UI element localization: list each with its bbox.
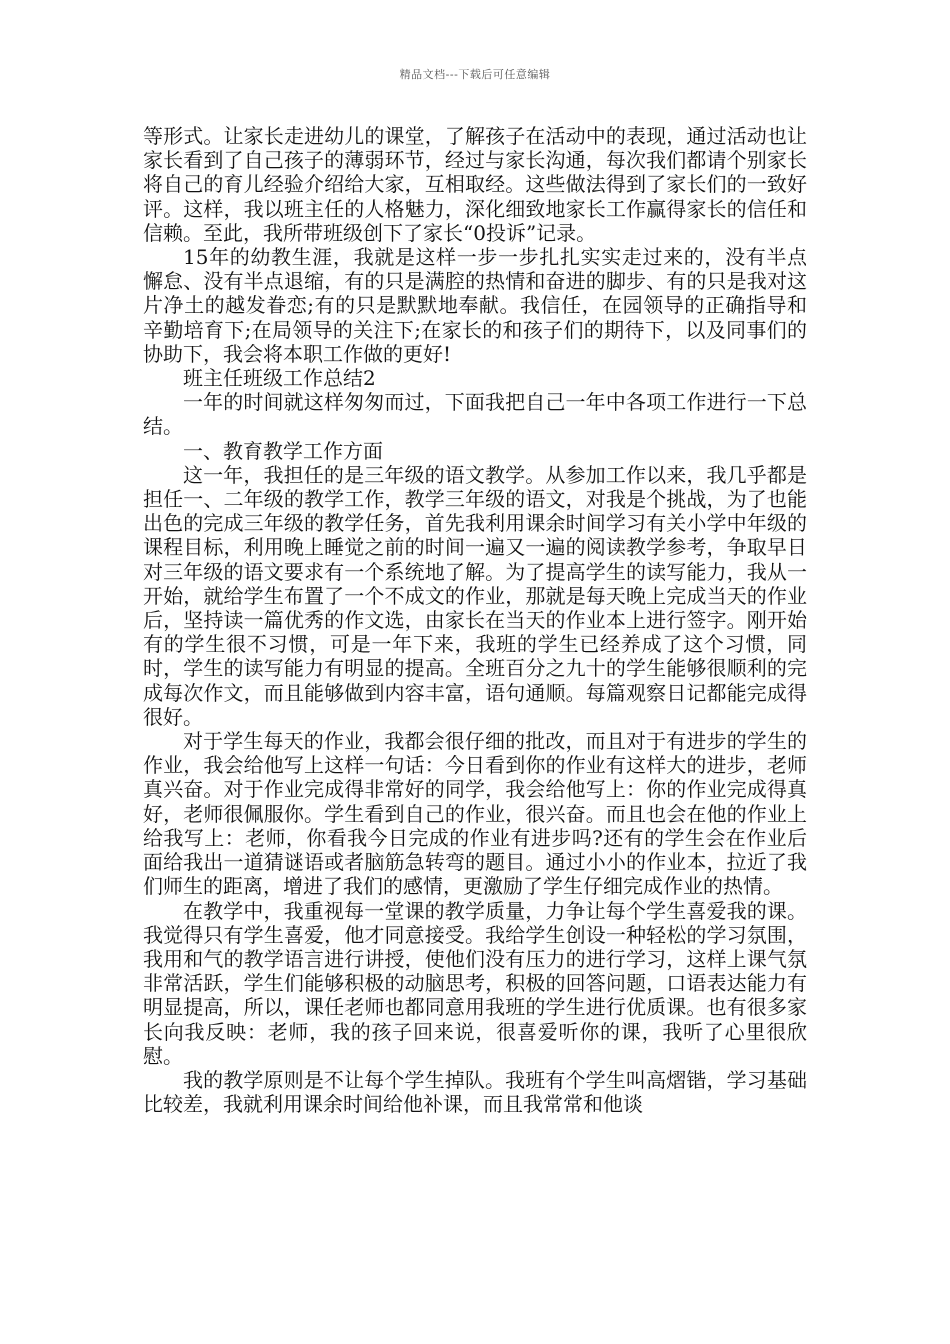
paragraph: 对于学生每天的作业，我都会很仔细的批改，而且对于有进步的学生的作业，我会给他写上这样一句话：今日看到你的作业有这样大的进步，老师真兴奋。对于作业完成得非常好的同学，我会给他写上：你的作业完成得真好，老师很佩服你。学生看到自己的作业，很兴奋。而且也会在他的作业上给我写上：老师，你看我今日完成的作业有进步吗?还有的学生会在作业后面给我出一道猜谜语或者脑筋急转弯的题目。通过小小的作业本，拉近了我们师生的距离，增进了我们的感情，更激励了学生仔细完成作业的热情。 [143,729,807,899]
page-header: 精品文档---下载后可任意编辑 [399,68,551,81]
paragraph: 15年的幼教生涯，我就是这样一步一步扎扎实实走过来的，没有半点懈怠、没有半点退缩，有的只是满腔的热情和奋进的脚步、有的只是我对这片净土的越发眷恋;有的只是默默地奉献。我信任，在园领导的正确指导和辛勤培育下;在局领导的关注下;在家长的和孩子们的期待下，以及同事们的协助下，我会将本职工作做的更好! [143,245,807,366]
paragraph: 等形式。让家长走进幼儿的课堂，了解孩子在活动中的表现，通过活动也让家长看到了自己孩子的薄弱环节，经过与家长沟通，每次我们都请个别家长将自己的育儿经验介绍给大家，互相取经。这些做法得到了家长们的一致好评。这样，我以班主任的人格魅力，深化细致地家长工作赢得家长的信任和信赖。至此，我所带班级创下了家长“0投诉”记录。 [143,124,807,245]
section-heading: 一、教育教学工作方面 [183,438,383,463]
document-body [143,124,807,1116]
paragraph: 我的教学原则是不让每个学生掉队。我班有个学生叫高熠锴，学习基础比较差，我就利用课余时间给他补课，而且我常常和他谈 [143,1067,807,1117]
paragraph: 这一年，我担任的是三年级的语文教学。从参加工作以来，我几乎都是担任一、二年级的教学工作，教学三年级的语文，对我是个挑战，为了也能出色的完成三年级的教学任务，首先我利用课余时间学习有关小学中年级的课程目标，利用晚上睡觉之前的时间一遍又一遍的阅读教学参考，争取早日对三年级的语文要求有一个系统地了解。为了提高学生的读写能力，我从一开始，就给学生布置了一个不成文的作业，那就是每天晚上完成当天的作业后，坚持读一篇优秀的作文选，由家长在当天的作业本上进行签字。刚开始有的学生很不习惯，可是一年下来，我班的学生已经养成了这个习惯，同时，学生的读写能力有明显的提高。全班百分之九十的学生能够很顺利的完成每次作文，而且能够做到内容丰富，语句通顺。每篇观察日记都能完成得很好。 [143,462,807,729]
section-title: 班主任班级工作总结2 [183,366,376,391]
paragraph: 在教学中，我重视每一堂课的教学质量，力争让每个学生喜爱我的课。我觉得只有学生喜爱，他才同意接受。我给学生创设一种轻松的学习氛围，我用和气的教学语言进行讲授，使他们没有压力的进行学习，这样上课气氛非常活跃，学生们能够积极的动脑思考，积极的回答问题，口语表达能力有明显提高，所以，课任老师也都同意用我班的学生进行优质课。也有很多家长向我反映：老师，我的孩子回来说，很喜爱听你的课，我听了心里很欣慰。 [143,898,807,1068]
paragraph: 一年的时间就这样匆匆而过，下面我把自己一年中各项工作进行一下总结。 [143,390,807,439]
